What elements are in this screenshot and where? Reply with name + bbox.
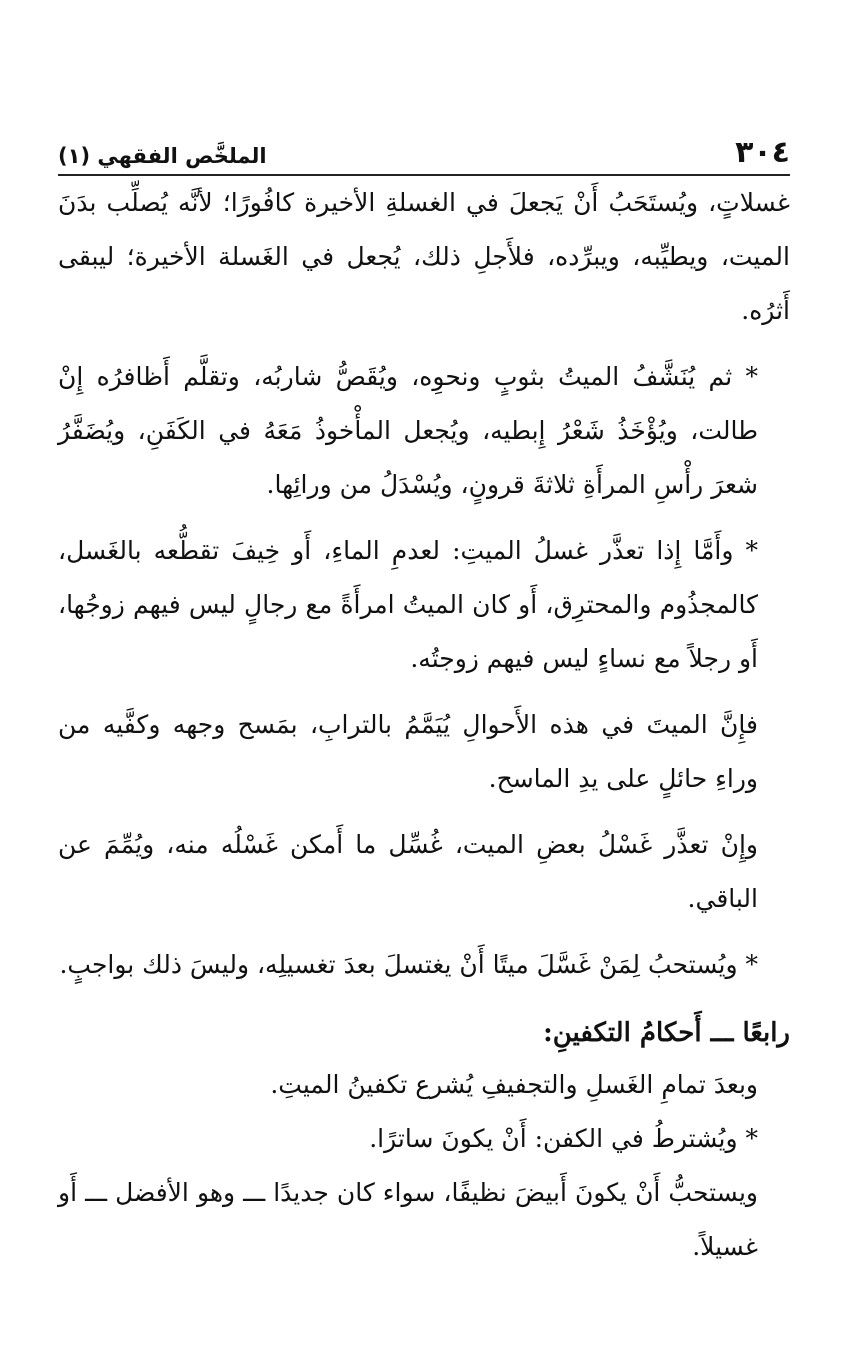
- paragraph: * ويُستحبُ لِمَنْ غَسَّلَ ميتًا أَنْ يغتسلَ بعدَ تغسيلِه، وليسَ ذلك بواجبٍ.: [59, 950, 758, 979]
- paragraph: فإِنَّ الميتَ في هذه الأَحوالِ يُيَمَّمُ بالترابِ، بمَسح وجهه وكفَّيه من وراءِ حائلٍ على يدِ الماسح.: [58, 710, 758, 793]
- paragraph: غسلاتٍ، ويُستَحَبُ أَنْ يَجعلَ في الغسلةِ الأخيرة كافُورًا؛ لأنَّه يُصلِّب بدَنَ الميت، ويطيِّبه، ويبرِّده، فلأَجلِ ذلك، يُجعل في الغَسلة الأخيرة؛ ليبقى أَثرُه.: [58, 188, 790, 325]
- section-line: * ويُشترطُ في الكفن: أَنْ يكونَ ساترًا.: [369, 1124, 758, 1153]
- page-number: ٣٠٤: [735, 135, 790, 170]
- section-heading: رابعًا ـــ أَحكامُ التكفينِ:: [543, 1018, 790, 1048]
- paragraph: * وأَمَّا إِذا تعذَّر غسلُ الميتِ: لعدمِ الماءِ، أَو خِيفَ تقطُّعه بالغَسل، كالمجذُوم والمحترِق، أَو كان الميتُ امرأَةً مع رجالٍ ليس فيهم زوجُها، أَو رجلاً مع نساءٍ ليس فيهم زوجتُه.: [58, 536, 758, 673]
- page-body: [58, 176, 790, 1274]
- section-line: وبعدَ تمامِ الغَسلِ والتجفيفِ يُشرع تكفينُ الميتِ.: [270, 1070, 758, 1099]
- paragraph: ويستحبُّ أَنْ يكونَ أَبيضَ نظيفًا، سواء كان جديدًا ـــ وهو الأفضل ـــ أَو غسيلاً.: [58, 1178, 758, 1261]
- book-title: الملخَّص الفقهي (١): [58, 144, 267, 168]
- paragraph: وإِنْ تعذَّر غَسْلُ بعضِ الميت، غُسِّل ما أَمكن غَسْلُه منه، ويُمِّمَ عن الباقي.: [58, 830, 758, 913]
- paragraph: * ثم يُنَشَّفُ الميتُ بثوبٍ ونحوِه، ويُقَصُّ شاربُه، وتقلَّم أَظافرُه إِنْ طالت، ويُؤْخَذُ شَعْرُ إِبطيه، ويُجعل المأْخوذُ مَعَهُ في الكَفَنِ، ويُضَفَّرُ شعرَ رأْسِ المرأَةِ ثلاثةَ قرونٍ، ويُسْدَلُ من ورائِها.: [58, 362, 758, 499]
- page-header: [58, 126, 790, 170]
